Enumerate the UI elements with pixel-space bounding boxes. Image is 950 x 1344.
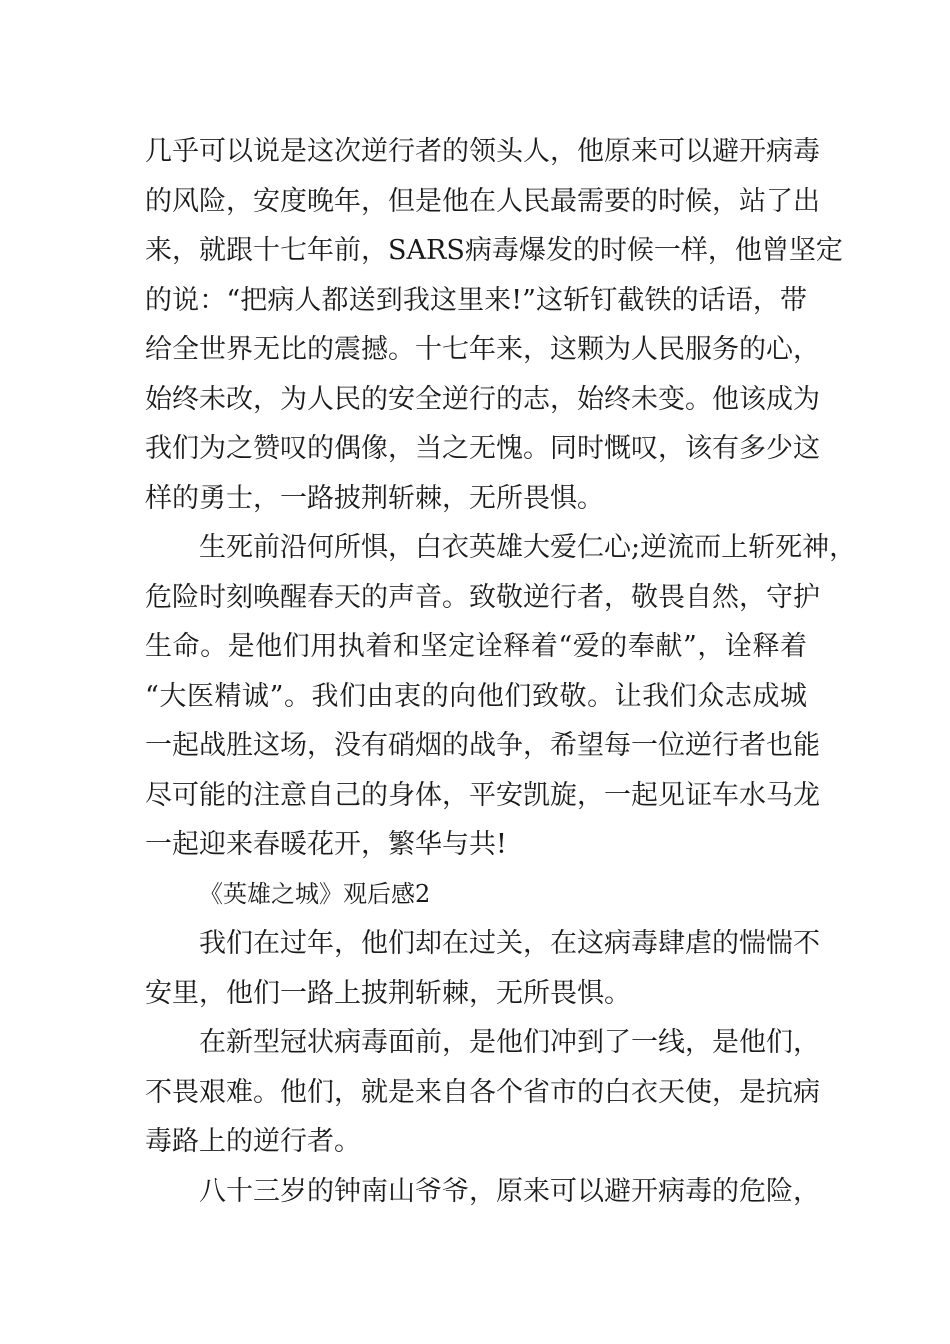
text-line: 生命。是他们用执着和坚定诠释着“爱的奉献”，诠释着	[145, 631, 807, 662]
text-line: 一起迎来春暖花开，繁华与共!	[145, 829, 507, 860]
text-line: 样的勇士，一路披荆斩棘，无所畏惧。	[145, 482, 604, 514]
text-line: 我们为之赞叹的偶像，当之无愧。同时慨叹，该有多少这	[145, 433, 820, 464]
text-line: 安里，他们一路上披荆斩棘，无所畏惧。	[145, 977, 631, 1009]
text-line: 一起战胜这场，没有硝烟的战争，希望每一位逆行者也能	[145, 730, 820, 761]
text-line: 几乎可以说是这次逆行者的领头人，他原来可以避开病毒	[145, 136, 820, 167]
text-line: 的说：“把病人都送到我这里来!”这斩钉截铁的话语，带	[145, 284, 807, 316]
text-line: 给全世界无比的震撼。十七年来，这颗为人民服务的心，	[145, 334, 820, 365]
document-body	[145, 127, 857, 1216]
text-line: 来，就跟十七年前，SARS病毒爆发的时候一样，他曾坚定	[145, 235, 843, 266]
paragraph-start-line: 我们在过年，他们却在过关，在这病毒肆虐的惴惴不	[199, 928, 820, 959]
text-line: 的风险，安度晚年，但是他在人民最需要的时候，站了出	[145, 185, 820, 217]
text-line: “大医精诚”。我们由衷的向他们致敬。让我们众志成城	[145, 680, 807, 712]
paragraph-start-line: 八十三岁的钟南山爷爷，原来可以避开病毒的危险，	[199, 1175, 820, 1207]
text-line: 危险时刻唤醒春天的声音。致敬逆行者，敬畏自然，守护	[145, 581, 820, 613]
text-line: 尽可能的注意自己的身体，平安凯旋，一起见证车水马龙	[145, 779, 820, 811]
text-line: 毒路上的逆行者。	[145, 1126, 361, 1157]
section-heading: 《英雄之城》观后感2	[199, 879, 431, 908]
text-line: 始终未改，为人民的安全逆行的志，始终未变。他该成为	[145, 383, 820, 415]
paragraph-start-line: 生死前沿何所惧，白衣英雄大爱仁心;逆流而上斩死神，	[199, 532, 857, 563]
text-line: 不畏艰难。他们，就是来自各个省市的白衣天使，是抗病	[145, 1076, 820, 1108]
paragraph-start-line: 在新型冠状病毒面前，是他们冲到了一线，是他们，	[199, 1027, 820, 1058]
